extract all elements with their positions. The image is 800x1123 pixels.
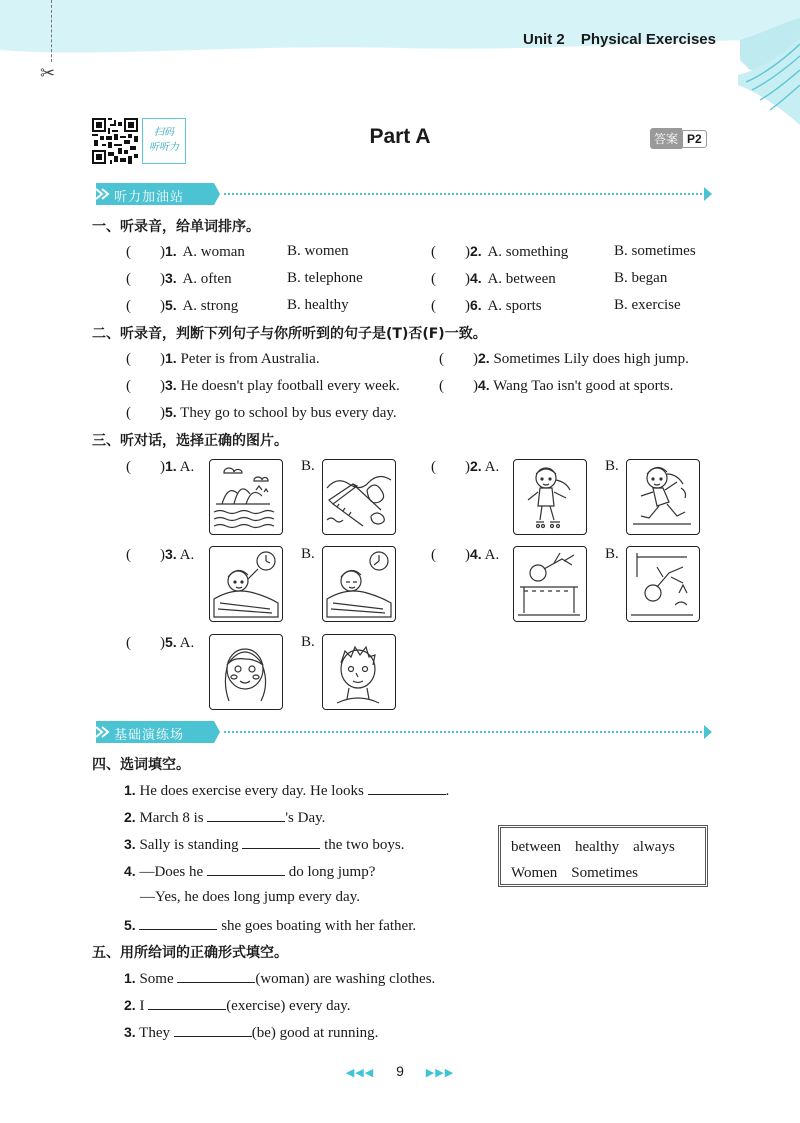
option-a: A. between — [487, 271, 556, 287]
sentence-start: March 8 is — [139, 810, 204, 826]
boy-bed-clock-icon — [323, 547, 394, 620]
answer-paren[interactable]: ( — [126, 405, 131, 421]
section-banner-practice — [90, 721, 720, 743]
q4-item-4 — [124, 862, 375, 881]
question-1-heading: 一、听录音，给单词排序。 — [92, 219, 260, 235]
q3-item-3-b-label: B. — [301, 546, 315, 562]
banner-arrow-icon — [704, 725, 712, 739]
option-a: A. often — [182, 271, 232, 287]
roof-decoration — [738, 30, 800, 125]
opera-house-icon — [210, 460, 281, 533]
unit-title — [523, 31, 716, 48]
q3-item-5-b-label: B. — [301, 634, 315, 650]
option-a-label: A. — [179, 547, 195, 563]
option-a-label: A. — [484, 547, 500, 563]
sentence: He doesn't play football every week. — [180, 378, 400, 394]
picture-long-jump[interactable] — [626, 546, 700, 622]
question-3-heading: 三、听对话，选择正确的图片。 — [92, 433, 288, 449]
q3-item-1: ( )1. A. — [126, 458, 195, 475]
answer-blank[interactable] — [207, 862, 285, 876]
q1-item-6: ( )6. A. sports — [431, 297, 542, 314]
banner-title: 基础演练场 — [114, 728, 185, 743]
q1-item-1: ( )1. A. woman — [126, 243, 245, 260]
qr-label-line1: 扫码 — [154, 127, 174, 138]
answer-paren[interactable]: ( — [126, 271, 131, 287]
item-number: 2. — [470, 243, 482, 259]
answer-label: 答案 — [650, 128, 682, 149]
sentence-start: —Does he — [139, 864, 204, 880]
sentence-end: the two boys. — [324, 837, 405, 853]
q3-item-4-b-label: B. — [605, 546, 619, 562]
answer-paren[interactable]: ( — [126, 635, 131, 651]
answer-paren[interactable]: ( — [431, 244, 436, 260]
q2-item-2: ( )2. Sometimes Lily does high jump. — [439, 350, 689, 367]
picture-boy-in-bed-clock-a[interactable] — [209, 546, 283, 622]
answer-paren[interactable]: ( — [431, 271, 436, 287]
q5-item-3 — [124, 1023, 378, 1042]
answer-paren[interactable]: ( — [431, 547, 436, 563]
answer-blank[interactable] — [177, 969, 255, 983]
sentence-end: (woman) are washing clothes. — [255, 971, 436, 987]
item-number: 1. — [124, 970, 136, 986]
picture-opera-house[interactable] — [209, 459, 283, 535]
sentence-end: 's Day. — [285, 810, 326, 826]
answer-paren[interactable]: ( — [439, 378, 444, 394]
q4-item-3 — [124, 835, 405, 854]
item-number: 5. — [165, 404, 177, 420]
item-number: 1. — [165, 350, 177, 366]
picture-boy-face[interactable] — [322, 634, 396, 710]
item-number: 4. — [470, 270, 482, 286]
sentence-start: Some — [139, 971, 174, 987]
q4-item-1 — [124, 781, 449, 800]
item-number: 3. — [124, 1024, 136, 1040]
q2-item-3: ( )3. He doesn't play football every week. — [126, 377, 400, 394]
q3-item-3: ( )3. A. — [126, 546, 195, 563]
q4-item-2 — [124, 808, 325, 827]
item-number: 2. — [124, 997, 136, 1013]
answer-paren[interactable]: ( — [126, 351, 131, 367]
sentence-end: do long jump? — [288, 864, 376, 880]
cut-line — [51, 0, 52, 62]
q3-item-2: ( )2. A. — [431, 458, 500, 475]
answer-paren[interactable]: ( — [126, 459, 131, 475]
item-number: 3. — [165, 270, 177, 286]
sentence-end: she goes boating with her father. — [221, 918, 417, 934]
answer-blank[interactable] — [174, 1023, 252, 1037]
answer-paren[interactable]: ( — [126, 298, 131, 314]
q2-item-4: ( )4. Wang Tao isn't good at sports. — [439, 377, 674, 394]
qr-label-line2: 听听力 — [149, 142, 179, 153]
item-number: 6. — [470, 297, 482, 313]
q4-item-4-reply: —Yes, he does long jump every day. — [140, 889, 360, 905]
q3-item-1-b-label: B. — [301, 458, 315, 474]
banner-arrow-icon — [704, 187, 712, 201]
sentence-start: They — [139, 1025, 170, 1041]
q1-item-5: ( )5. A. strong — [126, 297, 239, 314]
unit-number: Unit 2 — [523, 31, 565, 48]
q5-item-1 — [124, 969, 435, 988]
option-a: A. sports — [487, 298, 542, 314]
item-number: 1. — [165, 458, 177, 474]
word-bank — [498, 825, 708, 887]
q2-item-1: ( )1. Peter is from Australia. — [126, 350, 320, 367]
answer-blank[interactable] — [368, 781, 446, 795]
item-number: 4. — [470, 546, 482, 562]
girl-running-icon — [627, 460, 698, 533]
sentence-end: (be) good at running. — [251, 1025, 379, 1041]
q4-item-5 — [124, 916, 416, 935]
word-bank-item: always — [633, 839, 675, 855]
option-a: A. strong — [182, 298, 239, 314]
high-jump-icon — [514, 547, 585, 620]
item-number: 3. — [124, 836, 136, 852]
banner-title: 听力加油站 — [114, 190, 185, 205]
option-a: A. woman — [182, 244, 245, 260]
item-number: 1. — [165, 243, 177, 259]
word-bank-item: healthy — [574, 839, 620, 855]
q2-item-5: ( )5. They go to school by bus every day. — [126, 404, 397, 421]
item-number: 4. — [478, 377, 490, 393]
option-a-label: A. — [484, 459, 500, 475]
item-number: 5. — [165, 634, 177, 650]
sentence-start: Sally is standing — [139, 837, 239, 853]
page-number — [0, 1063, 800, 1079]
page-number-value: 9 — [396, 1063, 404, 1079]
girl-skating-icon — [514, 460, 585, 533]
picture-girl-skating[interactable] — [513, 459, 587, 535]
q1-item-2: ( )2. A. something — [431, 243, 569, 260]
sentence-start: He does exercise every day. He looks — [139, 783, 364, 799]
q3-item-4: ( )4. A. — [431, 546, 500, 563]
answer-paren[interactable]: ( — [439, 351, 444, 367]
question-4-heading: 四、选词填空。 — [92, 757, 190, 773]
question-2-heading: 二、听录音，判断下列句子与你所听到的句子是(T)否(F)一致。 — [92, 326, 487, 342]
long-jump-icon — [627, 547, 698, 620]
picture-boy-in-bed-clock-b[interactable] — [322, 546, 396, 622]
word-bank-item: Women — [511, 865, 558, 881]
answer-blank[interactable] — [242, 835, 320, 849]
banner-dotted-line — [224, 193, 706, 195]
option-a: A. something — [487, 244, 569, 260]
item-number: 2. — [470, 458, 482, 474]
answer-reference — [650, 128, 707, 148]
q1-item-4: ( )4. A. between — [431, 270, 556, 287]
word-bank-item: between — [511, 839, 561, 855]
option-a-label: A. — [179, 635, 195, 651]
answer-paren[interactable]: ( — [126, 547, 131, 563]
sentence-start: I — [139, 998, 145, 1014]
q1-item-3: ( )3. A. often — [126, 270, 232, 287]
sentence-end: . — [445, 783, 450, 799]
item-number: 5. — [124, 917, 136, 933]
answer-paren[interactable]: ( — [126, 378, 131, 394]
banner-dotted-line — [224, 731, 706, 733]
q1-item-5-b: B. healthy — [287, 297, 349, 313]
option-a-label: A. — [179, 459, 195, 475]
item-number: 2. — [478, 350, 490, 366]
q1-item-2-b: B. sometimes — [614, 243, 696, 259]
q5-item-2 — [124, 996, 351, 1015]
right-arrows-icon: ▶▶▶ — [425, 1067, 455, 1079]
picture-great-wall[interactable] — [322, 459, 396, 535]
item-number: 5. — [165, 297, 177, 313]
scissors-icon: ✂ — [40, 63, 56, 84]
item-number: 2. — [124, 809, 136, 825]
great-wall-icon — [323, 460, 394, 533]
item-number: 1. — [124, 782, 136, 798]
page-title: Part A — [369, 125, 431, 148]
section-banner-listening — [90, 183, 720, 205]
item-number: 4. — [124, 863, 136, 879]
unit-name: Physical Exercises — [580, 31, 716, 48]
boy-face-icon — [323, 635, 394, 708]
answer-paren[interactable]: ( — [126, 244, 131, 260]
boy-bed-clock-icon — [210, 547, 281, 620]
question-5-heading: 五、用所给词的正确形式填空。 — [92, 945, 288, 961]
q1-item-6-b: B. exercise — [614, 297, 681, 313]
answer-page: P2 — [682, 130, 707, 148]
left-arrows-icon: ◀◀◀ — [345, 1067, 375, 1079]
word-bank-item: Sometimes — [571, 865, 638, 881]
answer-blank[interactable] — [207, 808, 285, 822]
sentence: Peter is from Australia. — [180, 351, 320, 367]
q1-item-1-b: B. women — [287, 243, 349, 259]
sentence: Wang Tao isn't good at sports. — [493, 378, 674, 394]
picture-girl-face[interactable] — [209, 634, 283, 710]
sentence-end: (exercise) every day. — [226, 998, 351, 1014]
q1-item-3-b: B. telephone — [287, 270, 363, 286]
answer-blank[interactable] — [148, 996, 226, 1010]
answer-paren[interactable]: ( — [431, 298, 436, 314]
item-number: 3. — [165, 377, 177, 393]
picture-girl-running[interactable] — [626, 459, 700, 535]
sentence: They go to school by bus every day. — [180, 405, 397, 421]
picture-high-jump[interactable] — [513, 546, 587, 622]
answer-paren[interactable]: ( — [431, 459, 436, 475]
q1-item-4-b: B. began — [614, 270, 668, 286]
q3-item-2-b-label: B. — [605, 458, 619, 474]
item-number: 3. — [165, 546, 177, 562]
q3-item-5: ( )5. A. — [126, 634, 195, 651]
girl-face-icon — [210, 635, 281, 708]
answer-blank[interactable] — [139, 916, 217, 930]
sentence: Sometimes Lily does high jump. — [493, 351, 689, 367]
